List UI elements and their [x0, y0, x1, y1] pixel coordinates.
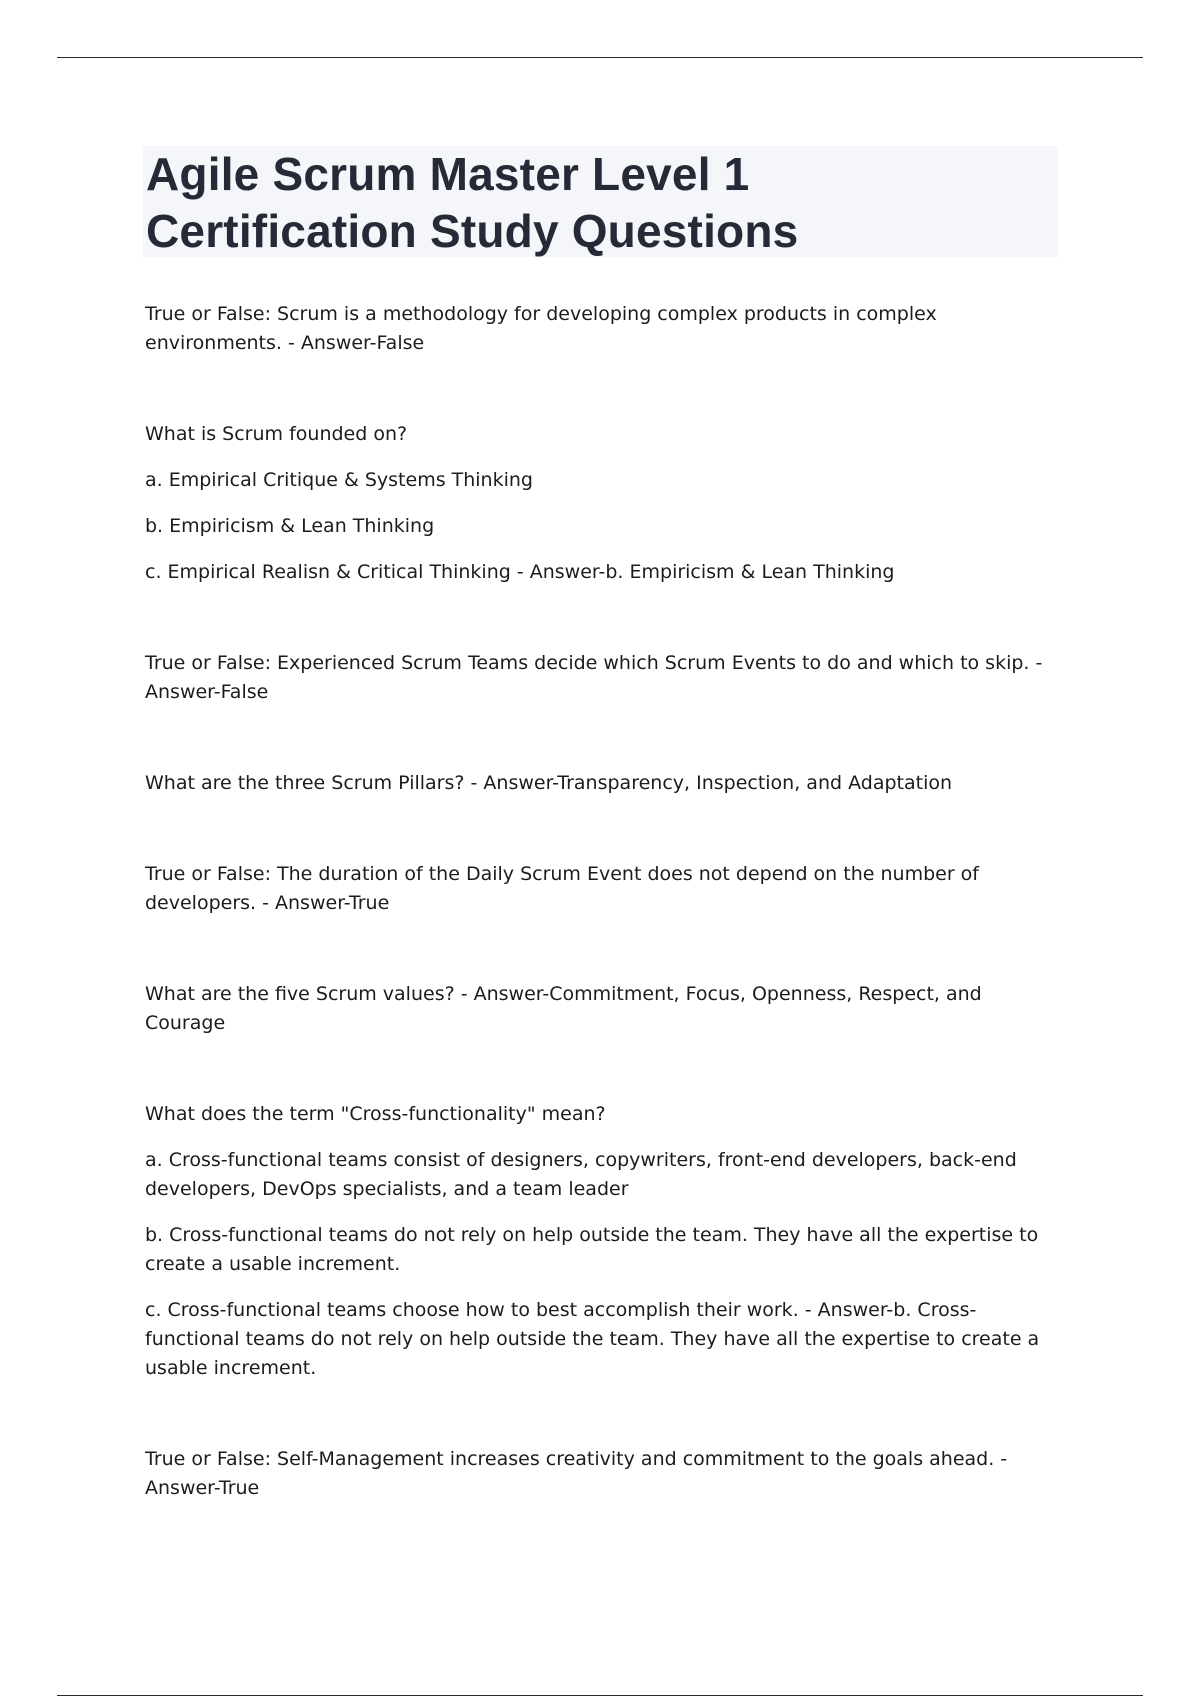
title-line-1: Agile Scrum Master Level 1 [146, 148, 750, 200]
question-text: True or False: Scrum is a methodology for developing complex products in complex environments. - Answer-False [145, 303, 937, 354]
question-item [145, 420, 1065, 587]
question-text: What are the three Scrum Pillars? - Answer-Transparency, Inspection, and Adaptation [145, 772, 953, 794]
answer-option: a. Empirical Critique & Systems Thinking [145, 469, 533, 491]
question-text: What are the five Scrum values? - Answer-Commitment, Focus, Openness, Respect, and Courage [145, 983, 982, 1034]
question-text: What does the term "Cross-functionality" mean? [145, 1103, 606, 1125]
question-text: True or False: Self-Management increases creativity and commitment to the goals ahead. - Answer-True [145, 1448, 1008, 1499]
question-item [145, 860, 1065, 918]
answer-option: b. Empiricism & Lean Thinking [145, 515, 435, 537]
title-banner [143, 146, 1058, 257]
question-spacer [145, 918, 1065, 980]
question-item [145, 300, 1065, 358]
title-line-2: Certification Study Questions [146, 205, 799, 257]
question-spacer [145, 707, 1065, 769]
answer-option: c. Empirical Realisn & Critical Thinking - Answer-b. Empiricism & Lean Thinking [145, 561, 895, 583]
question-item [145, 1445, 1065, 1503]
bottom-rule [57, 1695, 1143, 1696]
question-spacer [145, 1383, 1065, 1445]
question-item [145, 769, 1065, 798]
question-spacer [145, 358, 1065, 420]
question-spacer [145, 1038, 1065, 1100]
question-item [145, 649, 1065, 707]
answer-option: b. Cross-functional teams do not rely on help outside the team. They have all the expertise to create a usable increment. [145, 1224, 1039, 1275]
question-list [145, 300, 1065, 1503]
question-spacer [145, 587, 1065, 649]
answer-option: c. Cross-functional teams choose how to best accomplish their work. - Answer-b. Cross-functional teams do not rely on help outside the team. They have all the expertise to create a usable increment. [145, 1299, 1040, 1379]
document-title [146, 146, 1058, 260]
question-item [145, 980, 1065, 1038]
question-item [145, 1100, 1065, 1383]
question-text: True or False: Experienced Scrum Teams decide which Scrum Events to do and which to skip. - Answer-False [145, 652, 1043, 703]
top-rule [57, 57, 1143, 58]
question-text: What is Scrum founded on? [145, 423, 408, 445]
question-text: True or False: The duration of the Daily Scrum Event does not depend on the number of developers. - Answer-True [145, 863, 979, 914]
question-spacer [145, 798, 1065, 860]
answer-option: a. Cross-functional teams consist of designers, copywriters, front-end developers, back-end developers, DevOps specialists, and a team leader [145, 1149, 1017, 1200]
